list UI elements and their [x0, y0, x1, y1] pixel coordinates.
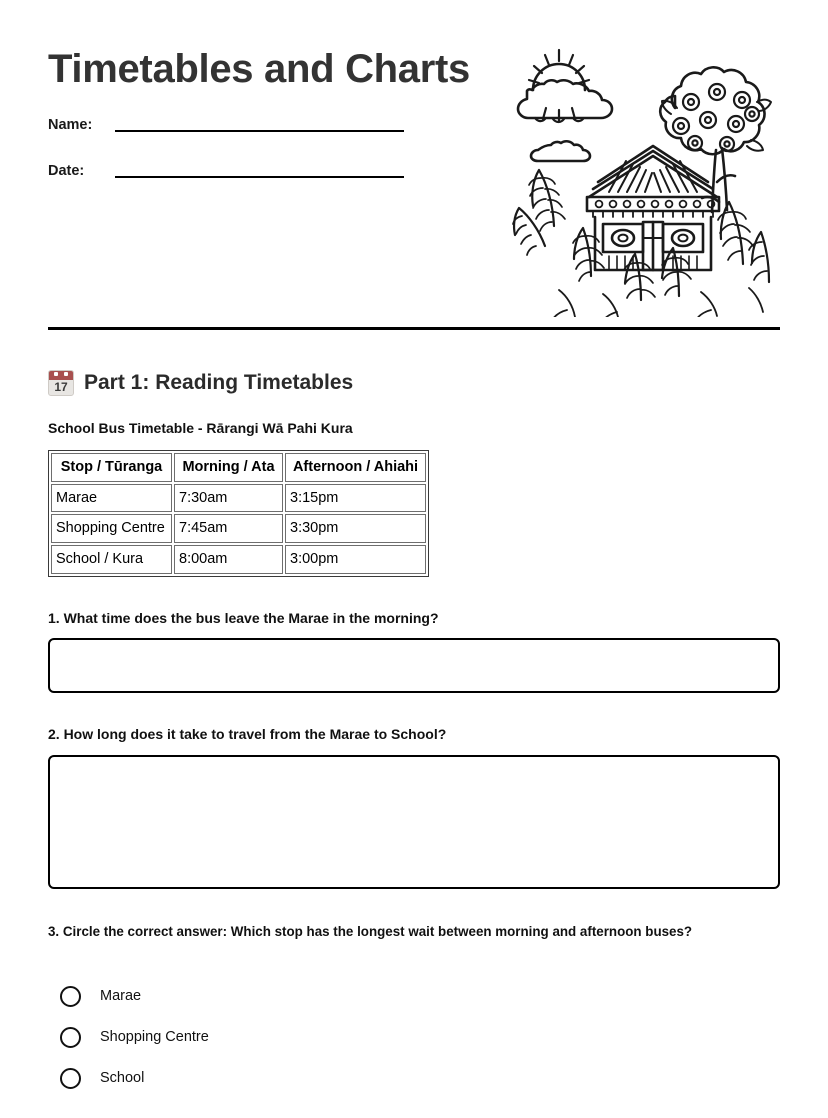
choice-label: School [100, 1069, 145, 1086]
part1-heading-row [48, 370, 780, 396]
timetable-cell-afternoon: 3:30pm [285, 514, 426, 543]
choice-option-school[interactable] [48, 1058, 780, 1099]
marae-landscape-illustration [505, 42, 780, 317]
timetable-cell-afternoon: 3:15pm [285, 484, 426, 513]
pohutukawa-tree-icon [660, 67, 771, 212]
name-field-label: Name: [48, 117, 93, 134]
radio-circle-icon[interactable] [60, 1027, 81, 1048]
date-field-label: Date: [48, 163, 85, 180]
question-3-text: 3. Circle the correct answer: Which stop has the longest wait between morning and afternoon buses? [48, 922, 693, 939]
question-1-answer-box[interactable] [48, 638, 780, 693]
ferns-icon [513, 170, 769, 317]
timetable-header-stop: Stop / Tūranga [51, 453, 172, 482]
part1-title: Part 1: Reading Timetables [84, 371, 354, 395]
choice-label: Shopping Centre [100, 1028, 209, 1045]
timetable-cell-morning: 8:00am [174, 545, 283, 574]
calendar-icon-tab-left [54, 372, 58, 376]
choice-label: Marae [100, 987, 142, 1004]
page-title: Timetables and Charts [48, 47, 470, 91]
calendar-icon [48, 370, 74, 396]
timetable-header-afternoon: Afternoon / Ahiahi [285, 453, 426, 482]
section-divider [48, 327, 780, 330]
small-cloud-icon [531, 141, 590, 161]
timetable-cell-stop: Marae [51, 484, 172, 513]
worksheet-body [48, 370, 780, 1099]
question-2-text: 2. How long does it take to travel from the Marae to School? [48, 726, 447, 743]
question-1-text: 1. What time does the bus leave the Marae in the morning? [48, 609, 439, 626]
table-row [51, 514, 426, 543]
timetable-cell-morning: 7:30am [174, 484, 283, 513]
date-field-line[interactable] [115, 176, 404, 178]
calendar-icon-header [49, 371, 73, 380]
radio-circle-icon[interactable] [60, 1068, 81, 1089]
timetable-caption: School Bus Timetable - Rārangi Wā Pahi Kura [48, 420, 353, 436]
table-row [51, 545, 426, 574]
question-3-choices [48, 976, 780, 1099]
choice-option-shopping-centre[interactable] [48, 1017, 780, 1058]
timetable-cell-morning: 7:45am [174, 514, 283, 543]
timetable-cell-stop: School / Kura [51, 545, 172, 574]
radio-circle-icon[interactable] [60, 986, 81, 1007]
bus-timetable [48, 450, 429, 577]
choice-option-marae[interactable] [48, 976, 780, 1017]
timetable-header-morning: Morning / Ata [174, 453, 283, 482]
wharenui-icon [587, 146, 719, 270]
table-row [51, 484, 426, 513]
timetable-cell-afternoon: 3:00pm [285, 545, 426, 574]
calendar-icon-date: 17 [54, 380, 68, 394]
timetable-cell-stop: Shopping Centre [51, 514, 172, 543]
name-field-line[interactable] [115, 130, 404, 132]
timetable-header-row [51, 453, 426, 482]
question-2-answer-box[interactable] [48, 755, 780, 889]
calendar-icon-tab-right [64, 372, 68, 376]
